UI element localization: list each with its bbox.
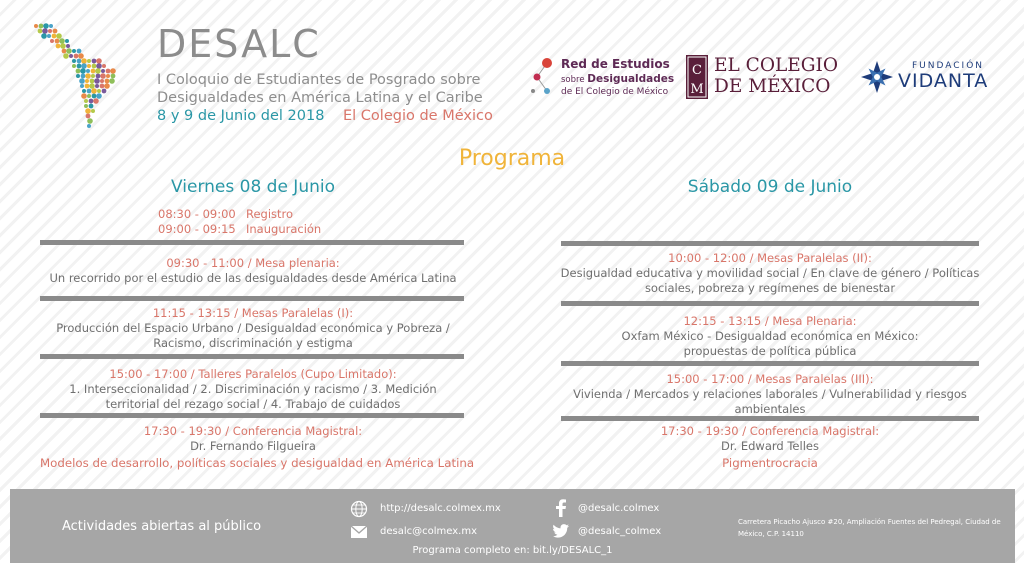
friday-opening-schedule bbox=[158, 207, 321, 237]
latin-america-map-logo bbox=[32, 20, 132, 135]
vidanta-logo bbox=[860, 60, 1005, 96]
map-dot bbox=[102, 89, 107, 94]
saturday-block-parallel-3 bbox=[528, 372, 1012, 417]
map-dot bbox=[91, 109, 95, 113]
saturday-block-parallel-2 bbox=[528, 251, 1012, 296]
map-dot bbox=[87, 118, 93, 124]
block-text: Producción del Espacio Urbano / Desigualdad económica y Pobreza / bbox=[56, 321, 450, 335]
vidanta-logo-line2: VIDANTA bbox=[898, 70, 989, 92]
facebook-handle[interactable]: @desalc.colmex bbox=[578, 503, 660, 514]
map-dot bbox=[38, 29, 43, 34]
map-dot bbox=[43, 23, 49, 29]
map-dot bbox=[92, 59, 97, 64]
twitter-handle[interactable]: @desalc_colmex bbox=[578, 526, 662, 537]
map-dot bbox=[89, 104, 94, 109]
map-dot bbox=[91, 74, 95, 78]
website-link[interactable]: http://desalc.colmex.mx bbox=[380, 503, 501, 514]
map-dot bbox=[93, 98, 99, 104]
map-dot bbox=[106, 69, 111, 74]
map-dot bbox=[56, 33, 62, 39]
friday-block-workshops bbox=[40, 367, 466, 412]
map-dot bbox=[90, 79, 95, 84]
map-dot bbox=[96, 74, 101, 79]
schedule-label: Registro bbox=[246, 207, 294, 221]
separator bbox=[40, 354, 464, 359]
red-logo-line1: Red de Estudios bbox=[561, 57, 670, 71]
map-dot bbox=[56, 44, 61, 49]
block-heading: 17:30 - 19:30 / Conferencia Magistral: bbox=[660, 424, 880, 438]
friday-block-plenary bbox=[40, 256, 466, 286]
block-text: Oxfam México - Desigualdad económica en México: bbox=[621, 329, 919, 343]
block-text: Desigualdad educativa y movilidad social / En clave de género / Políticas bbox=[560, 266, 980, 280]
map-dot bbox=[111, 74, 116, 79]
friday-title: Viernes 08 de Junio bbox=[171, 177, 335, 197]
map-dot bbox=[106, 74, 110, 78]
map-dot bbox=[95, 68, 101, 74]
svg-text:C: C bbox=[692, 63, 702, 78]
map-dot bbox=[85, 79, 89, 83]
schedule-label: Inauguración bbox=[246, 222, 322, 236]
map-dot bbox=[85, 73, 91, 79]
schedule-time: 09:00 - 09:15 bbox=[158, 222, 236, 236]
map-dot bbox=[85, 108, 91, 114]
email-link[interactable]: desalc@colmex.mx bbox=[380, 526, 477, 537]
svg-text:M: M bbox=[690, 82, 704, 97]
colmex-logo-line1: EL COLEGIO bbox=[714, 55, 839, 76]
schedule-time: 08:30 - 09:00 bbox=[158, 207, 236, 221]
full-program-link[interactable]: Programa completo en: bit.ly/DESALC_1 bbox=[412, 545, 613, 556]
map-dot bbox=[34, 24, 38, 28]
red-network-icon bbox=[527, 55, 557, 101]
map-dot bbox=[66, 48, 72, 54]
block-heading: 15:00 - 17:00 / Mesas Paralelas (III): bbox=[666, 372, 874, 386]
map-dot bbox=[96, 93, 102, 99]
block-text: sociales, pobreza y regímenes de bienestar bbox=[644, 281, 896, 295]
map-dot bbox=[91, 69, 96, 74]
separator bbox=[561, 416, 979, 421]
map-dot bbox=[78, 53, 84, 59]
block-text: ambientales bbox=[734, 402, 806, 416]
map-dot bbox=[77, 59, 82, 64]
map-dot bbox=[94, 78, 100, 84]
separator bbox=[561, 361, 979, 366]
map-dot bbox=[65, 39, 69, 43]
map-dot bbox=[84, 104, 88, 108]
map-dot bbox=[66, 44, 70, 48]
map-dot bbox=[100, 84, 105, 89]
address-text: Carretera Picacho Ajusco #20, Ampliación Fuentes del Pedregal, Ciudad de México, C.P. 14110 bbox=[738, 518, 1001, 538]
map-dot bbox=[77, 49, 82, 54]
event-venue: El Colegio de México bbox=[343, 108, 493, 124]
map-dot bbox=[100, 79, 104, 83]
mail-icon bbox=[350, 525, 368, 539]
block-text: Racismo, discriminación y estigma bbox=[153, 336, 353, 350]
red-estudios-logo bbox=[527, 55, 677, 101]
globe-icon bbox=[350, 500, 368, 518]
separator bbox=[40, 413, 464, 418]
event-title: DESALC bbox=[157, 22, 321, 66]
block-text: 1. Interseccionalidad / 2. Discriminación y racismo / 3. Medición bbox=[69, 382, 437, 396]
separator bbox=[40, 240, 464, 245]
map-dot bbox=[86, 114, 91, 119]
map-dot bbox=[84, 99, 88, 103]
map-dot bbox=[92, 64, 97, 69]
friday-block-parallel-1 bbox=[40, 306, 466, 351]
block-heading: 10:00 - 12:00 / Mesas Paralelas (II): bbox=[668, 251, 872, 265]
colmex-logo bbox=[686, 55, 839, 99]
map-dot bbox=[60, 43, 66, 49]
block-heading: 17:30 - 19:30 / Conferencia Magistral: bbox=[143, 424, 363, 438]
map-dot bbox=[89, 83, 95, 89]
map-dot bbox=[53, 29, 58, 34]
map-dot bbox=[104, 83, 110, 89]
map-dot bbox=[76, 69, 81, 74]
block-heading: 11:15 - 13:15 / Mesas Paralelas (I): bbox=[152, 306, 354, 320]
saturday-block-keynote bbox=[528, 424, 1012, 471]
separator bbox=[40, 296, 464, 301]
friday-block-keynote bbox=[40, 424, 475, 471]
map-dot bbox=[81, 58, 87, 64]
map-dot bbox=[47, 34, 51, 38]
map-dot bbox=[86, 69, 90, 73]
map-dot bbox=[81, 93, 87, 99]
twitter-icon bbox=[553, 524, 569, 538]
saturday-title: Sábado 09 de Junio bbox=[687, 177, 853, 197]
map-dot bbox=[39, 24, 44, 29]
vidanta-logo-line1: FUNDACIÓN bbox=[912, 61, 985, 71]
map-dot bbox=[50, 39, 54, 43]
event-date: 8 y 9 de Junio del 2018 bbox=[157, 108, 325, 124]
map-dot bbox=[105, 79, 110, 84]
red-logo-line3: de El Colegio de México bbox=[561, 87, 669, 97]
map-dot bbox=[100, 73, 106, 79]
program-title: Programa bbox=[458, 146, 566, 171]
map-dot bbox=[110, 68, 116, 74]
open-activities-label: Actividades abiertas al público bbox=[62, 519, 262, 534]
block-text: propuestas de política pública bbox=[683, 344, 857, 358]
keynote-speaker: Dr. Edward Telles bbox=[721, 439, 819, 453]
block-heading: 15:00 - 17:00 / Talleres Paralelos (Cupo Limitado): bbox=[109, 367, 397, 381]
map-dot bbox=[52, 34, 57, 39]
map-dot bbox=[96, 58, 102, 64]
block-heading: 12:15 - 13:15 / Mesa Plenaria: bbox=[683, 314, 857, 328]
map-dot bbox=[102, 64, 106, 68]
keynote-speaker: Dr. Fernando Filgueira bbox=[190, 439, 316, 453]
map-dot bbox=[55, 39, 60, 44]
vidanta-star-icon bbox=[860, 60, 894, 94]
map-dot bbox=[82, 89, 86, 93]
map-dot bbox=[80, 84, 84, 88]
map-dot bbox=[72, 49, 76, 53]
map-dot bbox=[59, 38, 65, 44]
separator bbox=[561, 301, 979, 306]
map-dot bbox=[87, 89, 92, 94]
map-dot bbox=[87, 124, 91, 128]
block-heading: 09:30 - 11:00 / Mesa plenaria: bbox=[166, 256, 340, 270]
map-dot bbox=[87, 64, 91, 68]
map-dot bbox=[72, 64, 76, 68]
map-dot bbox=[41, 33, 47, 39]
map-dot bbox=[89, 99, 94, 104]
saturday-block-plenary bbox=[528, 314, 1012, 359]
map-dot bbox=[91, 88, 97, 94]
map-dot bbox=[62, 49, 67, 54]
map-dot bbox=[74, 54, 79, 59]
map-dot bbox=[85, 84, 90, 89]
map-dot bbox=[101, 69, 105, 73]
map-dot bbox=[77, 64, 82, 69]
block-text: territorial del rezago social / 4. Trabajo de cuidados bbox=[105, 397, 401, 411]
red-logo-line2: sobre Desigualdades bbox=[561, 73, 675, 85]
map-dot bbox=[97, 89, 101, 93]
map-dot bbox=[63, 53, 69, 59]
map-dot bbox=[95, 84, 99, 88]
map-dot bbox=[42, 28, 48, 34]
map-dot bbox=[76, 74, 80, 78]
map-dot bbox=[49, 24, 53, 28]
map-dot bbox=[92, 94, 97, 99]
map-dot bbox=[87, 59, 91, 63]
block-text: Un recorrido por el estudio de las desigualdades desde América Latina bbox=[49, 271, 457, 285]
footer-bar bbox=[10, 489, 1015, 563]
keynote-title: Modelos de desarrollo, políticas sociales y desigualdad en América Latina bbox=[40, 456, 475, 470]
colmex-emblem-icon bbox=[686, 55, 708, 99]
separator bbox=[561, 241, 979, 246]
map-dot bbox=[72, 59, 76, 63]
map-dot bbox=[81, 63, 87, 69]
map-dot bbox=[96, 63, 102, 69]
map-dot bbox=[48, 29, 52, 33]
map-dot bbox=[69, 54, 73, 58]
map-dot bbox=[81, 74, 86, 79]
event-subtitle: I Coloquio de Estudiantes de Posgrado sobre Desigualdades en América Latina y el Caribe bbox=[157, 72, 483, 106]
map-dot bbox=[79, 78, 85, 84]
colmex-logo-line2: DE MÉXICO bbox=[714, 76, 831, 97]
facebook-icon bbox=[555, 499, 567, 517]
map-dot bbox=[109, 78, 115, 84]
keynote-title: Pigmentrocracia bbox=[722, 456, 818, 470]
block-text: Vivienda / Mercados y relaciones laborales / Vulnerabilidad y riesgos bbox=[573, 387, 967, 401]
map-dot bbox=[87, 94, 91, 98]
map-dot bbox=[80, 68, 86, 74]
